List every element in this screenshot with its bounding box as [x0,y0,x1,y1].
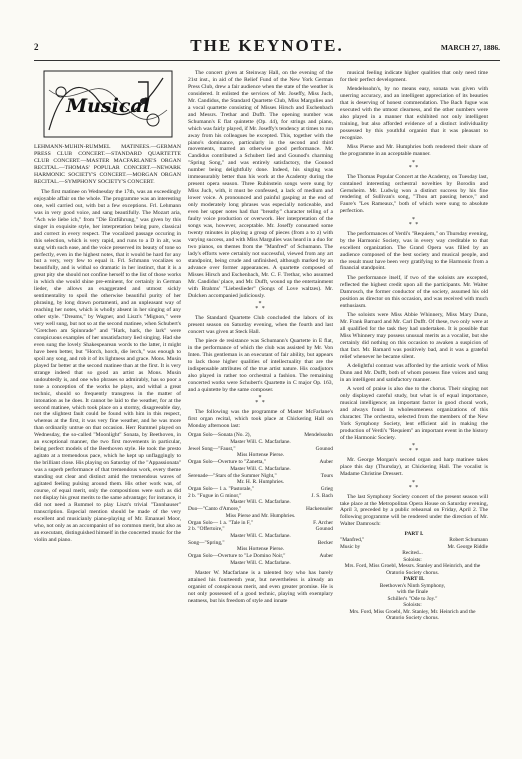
symphony-work: Recited... [402,550,423,557]
col1-body [34,189,181,544]
macfarlane-review-cont [340,70,488,158]
symphony-work: Mrs. Ford, Miss Groebl, Messrs. Stanley and Heinrich, and the Oratorio Society chorus. [344,563,481,576]
part-2-list [340,583,488,622]
paragraph: The first matinee on Wednesday the 17th, was an exceedingly enjoyable affair on the whole. The programme was an interesting one, well carried out, with but a few exceptions. Frl. Lehmann was in very good voice, and sang beautifully. The Mozart aria, "Ach wie liebe ich," from "Die Entführung," was given by this singer in exquisite style, her interpretation being pure, classical and correct in every respect. The vocalized passage occuring in this selection, which is very rapid, and runs to a D in alt, was sung with such ease, and the voice preserved its beauty of tone so perfectly, even in the highest notes, that it would be hard for any but a very, very few to equal it. Frl. Schmann vocalizes so beautifully, and is withal so dramatic in her instinct, that it is a great pity she should not confine herself to the list of those works in which she would shine pre-eminent, for certainly in German lieder, she allows an exaggerated and utmost sickly sentimentality to spoil the otherwise beautiful purity of her phrasing, by long drawn portamenti, and an unpleasant way of reaching her notes, which is wholly absent in her singing of any other style. "Dreams," by Wagner, and Liszt's "Mignon," were very well sung, but not so at the second matinee, when Schubert's "Gretchen am Spinnrade" and "Hark, hark, the lark" were conspicuous examples of her unsatisfactory lied singing. Had she even sung the lovely Shakespearean words to the latter, it might have been better, but "Horch, horch, die lerch," was enough to spoil any song, and rob it of its lightness and grace. Mons. Musin played far better at the second matinee than at the first. It is very strange indeed that so good an artist as Mons. Musin undoubtedly is, and one who phrases so admirably, has so poor a tone a conception of the works he plays, and withal a great technic, should so frequently transgress in the matter of intonation as he does. It cannot be laid to the weather, for at the second matinee, which took place on a stormy, disagreeable day, not the slightest fault could be found with him in this respect, whereas at the first, it was very fine weather, and he was more than ordinarily untrue on that occasion. Herr Rummel played on Wednesday, the so-called "Moonlight" Sonata, by Beethoven, in an exceptional manner, the two first movements in particular, being perfect models of the Beethoven style. He took the presto agitato at a tremendous pace, which he kept up unflaggingly to the brilliant close. His playing on Saturday of the "Appassionata" was a superb performance of that tremendous work, every theme standing out clear and distinct amid the tremendous waves of agitated feeling pulsing around them. His other work was, of course, of equal merit, only the compositions were such as did not display his great merits to the same advantage; for instance, it did not need a Rummel to play Liszt's trivial "Tannhauser" transcription. Especial mention should be made of the very excellent and musicianly piano-playing of Mr. Emanuel Moor, who, not only as an accompanist of no common merit, but also as an executant, distinguished himself in the concerted music for the violin and piano. [34,188,181,543]
part-2-title: PART II. [403,576,425,583]
programme-performer: Miss Hortense Pierse. [236,546,285,553]
section-separator: * * * [408,216,420,228]
symphony-work: "Manfred," [340,537,365,544]
symphony-programme [340,531,488,622]
programme-composer: Mendelssohn [304,432,333,439]
programme-title: Organ Solo— 1 a. "Tale in F," [188,519,253,526]
programme-title: 2 b. "Offertoire," [188,526,225,533]
symphony-composer: Mr. George Riddle [447,543,488,550]
symphony-programme-row [340,609,488,622]
issue-date: MARCH 27, 1886. [440,43,500,52]
masthead-title: THE KEYNOTE. [190,36,344,55]
programme-title: Organ Solo— 1 a. "Pastorale," [188,486,254,493]
paragraph: The performances of Verdi's "Requiem," on Thursday evening, by the Harmonic Society, was in every way creditable to that excellent organization. The Grand Opera was filled by an audience composed of the best society and musical people, and the result must have been very gratifying to the Harmonic from a financial standpoint. [340,230,488,272]
programme-performer: Master Will. C. Macfarlane. [230,532,291,539]
programme-performer: Master Will. C. Macfarlane. [230,465,291,472]
programme-performer: Master Will. C. Macfarlane. [230,499,291,506]
harmonic-society-review [340,231,488,442]
paragraph: Mendelssohn's, by no means easy, sonata was given with unerring accuracy, and an intelligent appreciation of its beauties that is deserving of honest commendation. The Bach fugue was executed with the utmost clearness, and the other numbers were also played in a manner that exhibited not only intelligent training, but also afforded evidence of a distinct individuality possessed by this youthful organist that it was pleasant to recognize. [340,86,488,141]
programme-composer: F. Archer [313,519,333,526]
programme-composer: Gounod [315,445,333,452]
musical-ornament-icon [43,70,173,138]
programme-row [188,526,333,533]
paragraph: The following was the programme of Master McFarlane's first organ recital, which took place at Chickering Hall on Monday afternoon last: [188,409,333,430]
symphony-work: with the finale [396,589,429,596]
paragraph: musical feeling indicate higher qualities that only need time for their perfect development. [340,70,488,83]
column-3 [340,70,488,750]
column-2 [188,70,333,750]
paragraph: Miss Pierse and Mr. Humphries both rendered their share of the programme in an acceptable manner. [340,144,488,158]
logo-text: Musical [65,95,150,117]
programme-row [188,506,333,513]
symphony-work: Music by [340,543,361,550]
section-separator: * * * [408,479,420,491]
paragraph: Master W. Macfarlane is a talented boy who has barely attained his fourteenth year, but nevertheless is already an organist of conspicuous merit, and even greater promise. He is not only possessed of a good technic, playing with exemplary neatness, but his freedom of style and innate [188,570,333,605]
symphony-society-note [340,494,488,529]
programme-composer: Grieg [320,486,333,493]
musical-logo-image [43,70,173,138]
programme-row [188,459,333,466]
symphony-work: Schiller's "Ode to Joy." [387,595,438,602]
quartette-club-review [188,315,333,394]
programme-title: Serenade—"Stars of the Summer Night," [188,472,277,479]
programme-composer: J. S. Bach [311,492,333,499]
symphony-work: Mrs. Ford, Miss Groebl, Mr. Stanley, Mr. Heinrich and the Oratorio Society chorus. [349,608,476,622]
paragraph: Mr. George Morgan's second organ and harp matinee takes place this day (Thursday), at Chickering Hall. The vocalist is Madame Christine Dressert. [340,457,488,478]
programme-row [188,432,333,439]
organ-recital-programme [188,432,333,566]
page-number: 2 [34,42,39,52]
paragraph: A word of praise is also due to the chorus. Their singing not only displayed careful study, but what is of equal importance, musical intelligence; an important factor in good choral work, and always found in wholesomeness organizations of this character. The orchestra, selected from the members of the New York Symphony Society, lent efficient aid in making the production of Verdi's "Requiem" an important event in the history of the Harmonic Society. [340,386,488,441]
programme-title: Jewel Song—"Faust," [188,445,236,452]
programme-performer: Miss Pierse and Mr. Humphries. [225,512,296,519]
programme-composer: Tours [320,472,333,479]
programme-composer: Gounod [315,526,333,533]
paragraph: The soloists were Miss Abbie Whinnery, Miss Mary Dunn, Mr. Frank Barnard and Mr. Carl Dufft. Of these, two only were at all qualified for the task they had undertaken. It is possible that Miss Whinnery may possess unusual merits as a vocalist, but she certainly did nothing on this occasion to awaken a suspicion of that fact. Mr. Barnard was positively bad, and it was a grateful relief whenever he became silent. [340,311,488,360]
macfarlane-review [188,570,333,605]
programme-title: Organ Solo—Overture to "Le Domino Noir," [188,553,286,560]
paragraph: The concert given at Steinway Hall, on the evening of the 21st inst., in aid of the Relief Fund of the New York German Press Club, drew a fair audience when the state of the weather is considered. It enlisted the services of Mr. Joseffy, Miss Juch, Mr. Candidus, the Standard Quartette Club, Miss Margulies and a vocal quartette consisting of Misses Hirsch and Eschenbach and Messrs. Trethar and Dufft. The opening number was Schumann's E flat quintette (Op. 44), for strings and piano, which was fairly played, if Mr. Joseffy's tendency at times to run away from his colleagues be excepted. This, together with the piano's dominance, particularly in the second and third movements, marred an otherwise good performance. Mr. Candidus contributed a Schubert lied and Gounod's charming "Spring Song," and was entirely satisfactory, the Gounod number being delightfully done. Indeed, his singing was immeasurably better than his work at the Academy during the present opera season. Three Rubinstein songs were sung by Miss Juch, with, it must be confessed, a lack of medium and lower voice. A pronounced and painful gasping at the end of only moderately long phrases was especially noticeable, and even her upper notes had that "breathy" character telling of a faulty voice production or overwork. Her interpretation of the songs was, however, acceptable. Mr. Joseffy consumed some twenty minutes in playing a group of pieces (from a to z) with varying success, and with Miss Margulies was heard in a duo for two pianos, on themes from the "Manfred" of Schumann. The lady's efforts were certainly not successful, viewed from any art standpoint, being crude and unfinished, although marked by an advance over former appearances. A quartette composed of Misses Hirsch and Eschenbach, Mr. C. F. Trethar, who assumed Mr. Candidus' place, and Mr. Dufft, wound up the entertainment with Brahms' "Liebeslieder" (Songs of Love waltzes). Mr. Dulcken accompanied judiciously. [188,70,333,299]
column-1 [34,70,181,750]
page-header [34,36,500,61]
thomas-concert-review [340,174,488,216]
part-1-list [340,537,488,576]
programme-row [188,553,333,560]
organ-recital-intro [188,409,333,430]
press-club-review [188,70,333,299]
paragraph: The Thomas Popular Concert at the Academy, on Tuesday last, contained interesting orchestral novelties by Borodin and Gernsheim. Mr. Ludwig won a distinct success by his fine rendering of Sullivan's song, "Thou art passing hence," and Faure's "Les Rameaux," both of which were sung to absolute perfection. [340,173,488,215]
programme-performer: Mr. H. R. Humphries. [236,479,285,486]
symphony-work: Soloists: [403,602,422,609]
programme-title: 2 b. "Fugue in G minor," [188,492,242,499]
programme-performer: Miss Hortense Pierse. [236,452,285,459]
programme-title: Song—"Spring," [188,539,225,546]
section-subheading: LEHMANN-MUHIN-RUMMEL MATINEES.—GERMAN PRESS CLUB CONCERT.—STANDARD QUARTETTE CLUB CONCERT.—MASTER MACFARLANE'S ORGAN RECITAL.—THOMAS' POPULAR CONCERT.—NEWARK HARMONIC SOCIETY'S CONCERT.—MORGAN ORGAN RECITAL.—SYMPHONY SOCIETY'S CONCERT. [34,144,181,186]
programme-composer: Auber [319,553,333,560]
programme-title: Organ Solo—Overture to "Zanetta," [188,459,266,466]
paragraph: A delightful contrast was afforded by the artistic work of Miss Dunn and Mr. Dufft, both of whom possess fine voices and sang in an intelligent and satisfactory manner. [340,363,488,383]
morgan-recital-note [340,457,488,478]
programme-composer: Becker [317,539,333,546]
section-separator: * * * [255,395,266,407]
paragraph: The last Symphony Society concert of the present season will take place at the Metropolitan Opera House on Saturday evening, April 3, preceded by a public rehearsal on Friday, April 2. The following programme will be rendered under the direction of Mr. Walter Damrosch: [340,493,488,528]
section-separator: * * * [255,300,266,312]
paragraph: The Standard Quartette Club concluded the labors of its present season on Saturday evening, when the fourth and last concert was given at Steck Hall. [188,314,333,335]
section-separator: * * * [408,159,420,171]
section-separator: * * * [408,443,420,455]
programme-performer: Master Will. C. Macfarlane. [230,438,291,445]
part-1-title: PART I. [404,530,424,537]
programme-title: Duo—"Canto d'Amore," [188,506,242,513]
symphony-work: Beethoven's Ninth Symphony, [379,582,446,589]
symphony-work: Soloists: [403,556,422,563]
symphony-programme-row [340,563,488,576]
programme-composer: Auber [319,459,333,466]
programme-title: Organ Solo—Sonata (No. 2), [188,432,251,439]
paragraph: The performance itself, if two of the soloists are excepted, reflected the highest credit upon all the participants. Mr. Walter Damrosch, the former conductor of the society, assumed his old position as director on this occasion, and was received with much enthusiasm. [340,274,488,309]
programme-performer: Master Will. C. Macfarlane. [230,559,291,566]
programme-composer: Hackensoler [306,506,333,513]
paragraph: The piece de resistance was Schumann's Quartette in E flat, in the performance of which the club was assisted by Mr. Von Inten. This gentleman is an executant of fair ability, but appears to lack those higher qualities of intellectuality that are the indispensable attributes of the true artist nature. His coadjutors also played in rather too orchestral a fashion. The remaining concerted works were Schubert's Quartette in C major Op. 163, and a quintette by the same composer. [188,338,333,393]
symphony-composer: Robert Schumann [449,537,488,544]
